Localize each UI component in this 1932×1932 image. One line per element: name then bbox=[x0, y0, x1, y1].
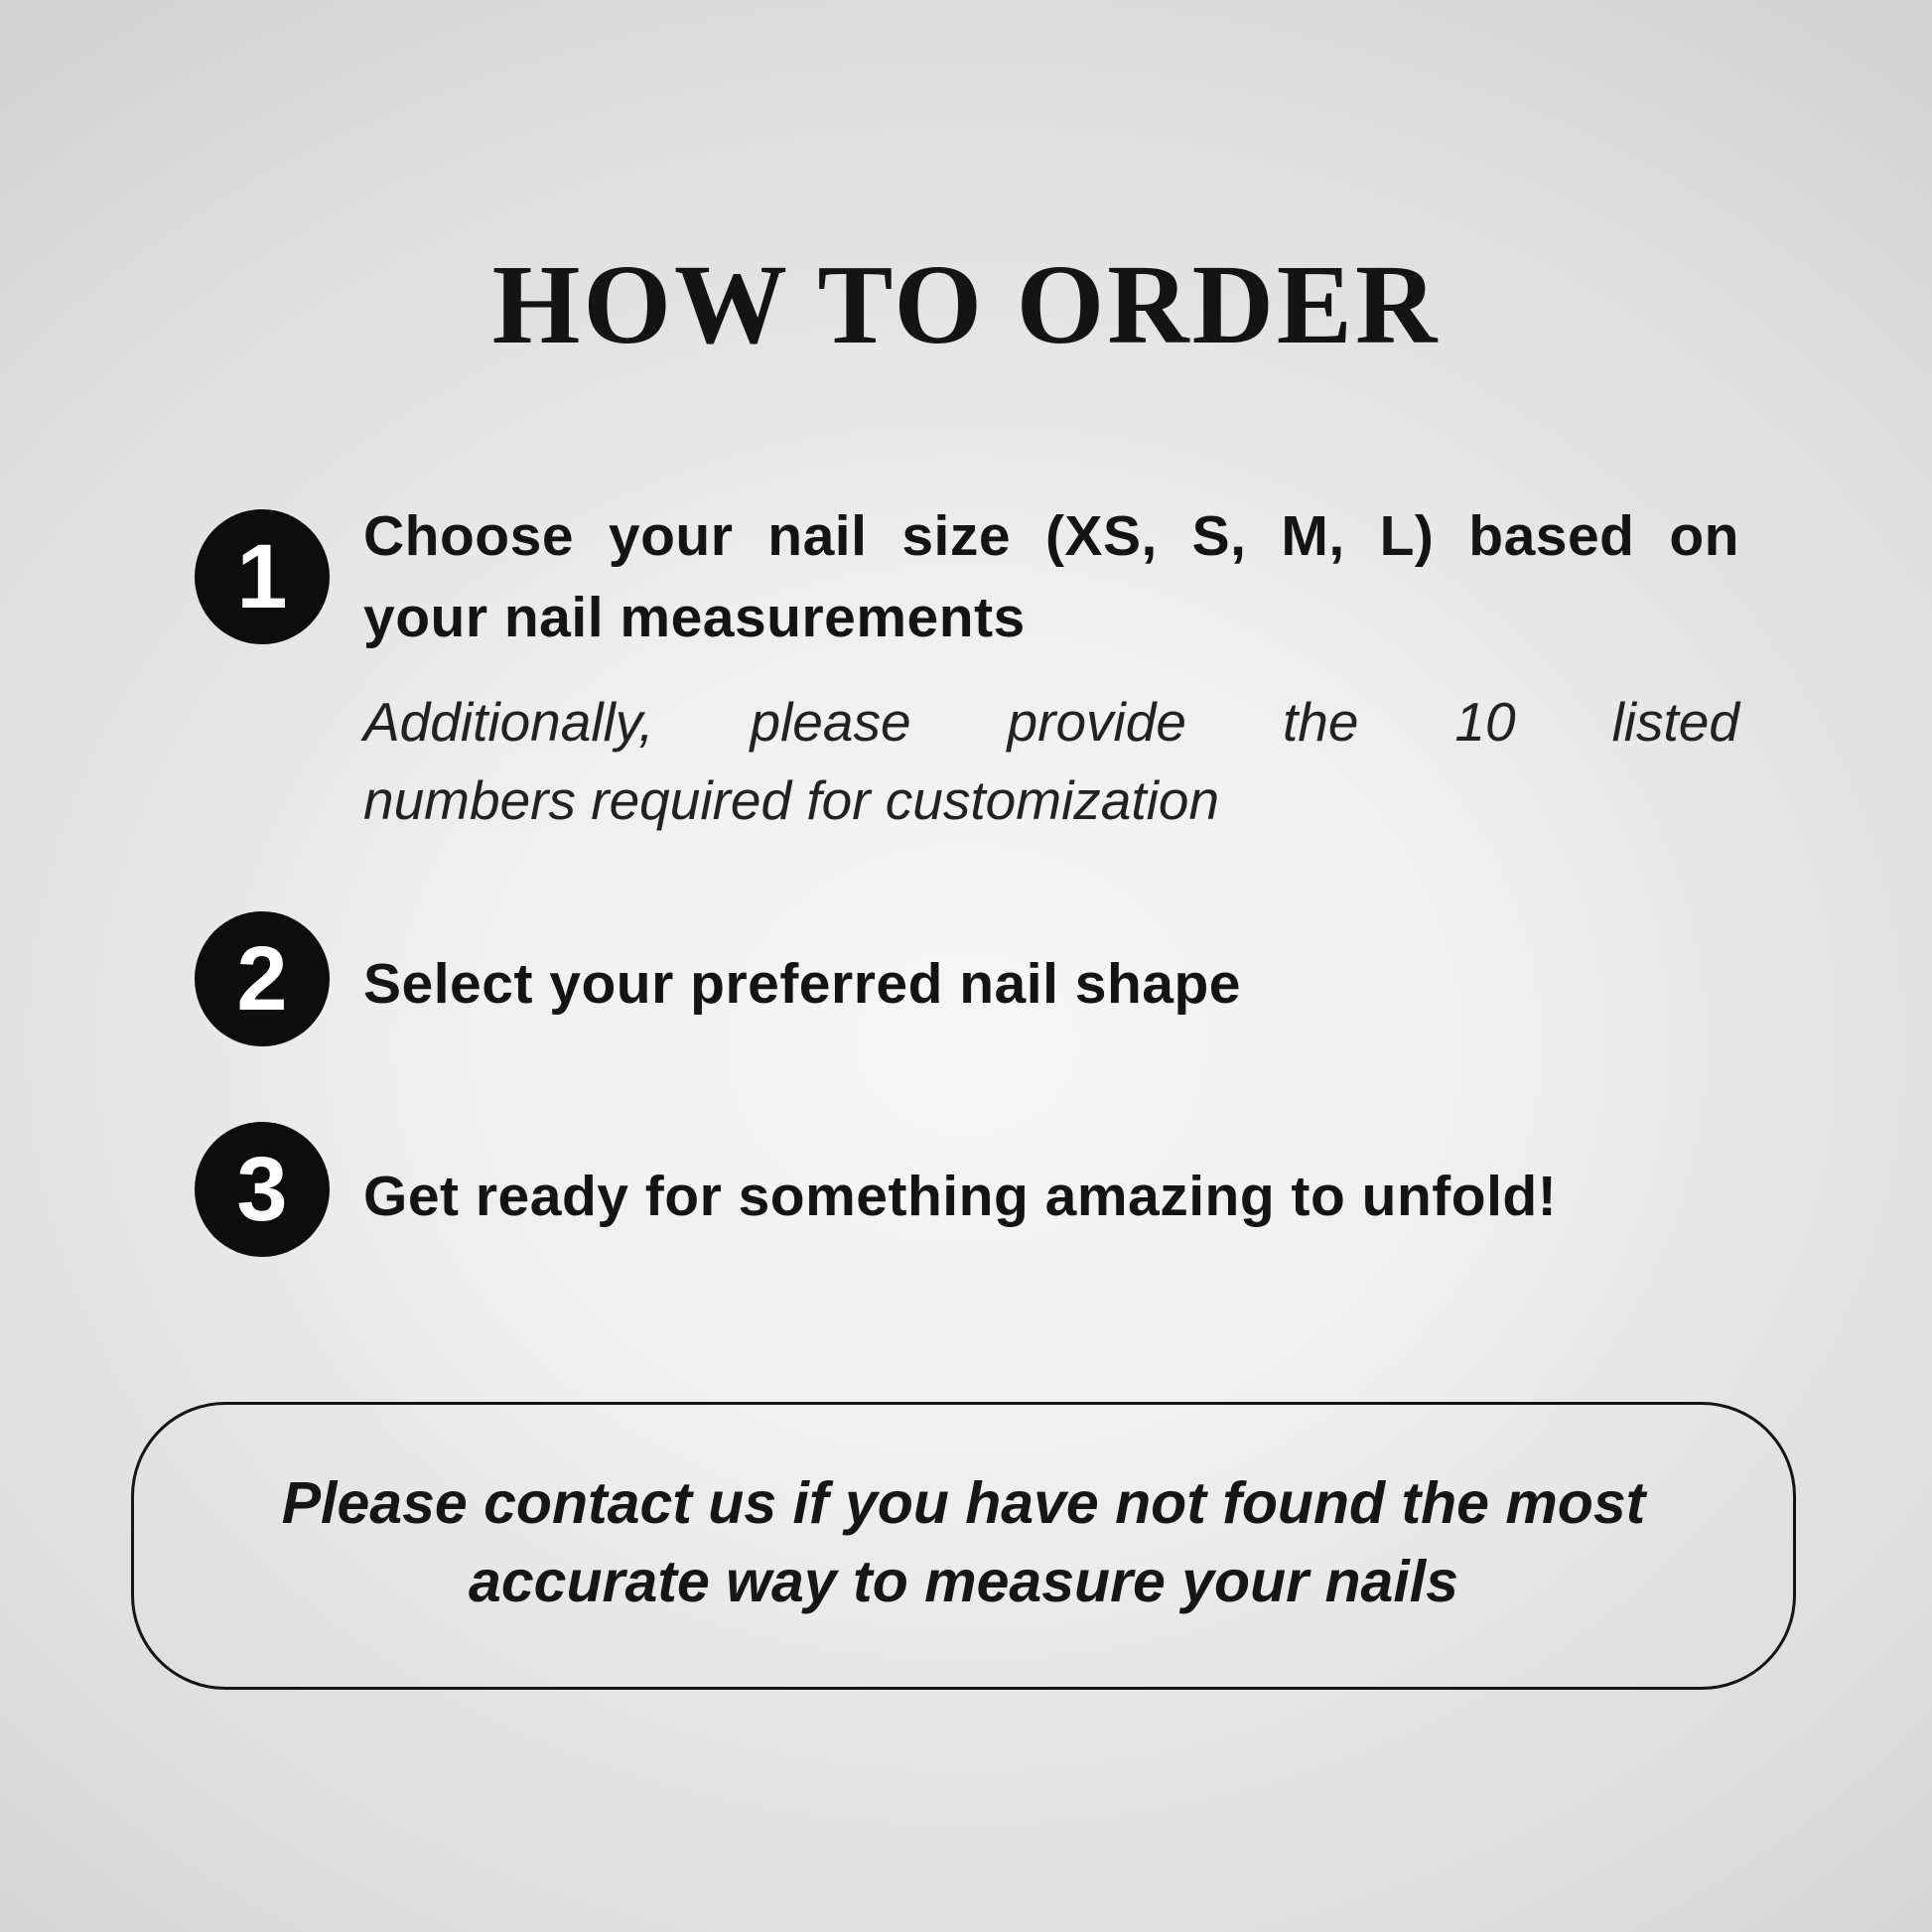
step-2-heading: Select your preferred nail shape bbox=[363, 952, 1241, 1016]
step-1-heading-line-1: Choose your nail size (XS, S, M, L) based on bbox=[363, 504, 1739, 568]
contact-note-text bbox=[134, 1464, 1793, 1621]
step-1-heading-line-2: your nail measurements bbox=[363, 586, 1026, 649]
step-1-heading bbox=[363, 495, 1739, 658]
step-3-number: 3 bbox=[236, 1139, 288, 1240]
step-1-note-line-1: Additionally, please provide the 10 listed bbox=[363, 691, 1739, 753]
step-3-heading: Get ready for something amazing to unfold! bbox=[363, 1165, 1558, 1228]
step-2-number: 2 bbox=[236, 928, 288, 1030]
step-3-number-badge bbox=[195, 1122, 330, 1257]
step-1-number-badge bbox=[195, 509, 330, 644]
step-2-number-badge bbox=[195, 911, 330, 1046]
step-1-note bbox=[363, 683, 1739, 840]
contact-note-line-1: Please contact us if you have not found the most bbox=[281, 1470, 1646, 1536]
step-1-number: 1 bbox=[236, 526, 288, 627]
contact-note-line-2: accurate way to measure your nails bbox=[469, 1549, 1458, 1614]
step-1-note-line-2: numbers required for customization bbox=[363, 769, 1220, 831]
contact-note-box bbox=[131, 1402, 1796, 1690]
page-title: HOW TO ORDER bbox=[491, 241, 1441, 367]
